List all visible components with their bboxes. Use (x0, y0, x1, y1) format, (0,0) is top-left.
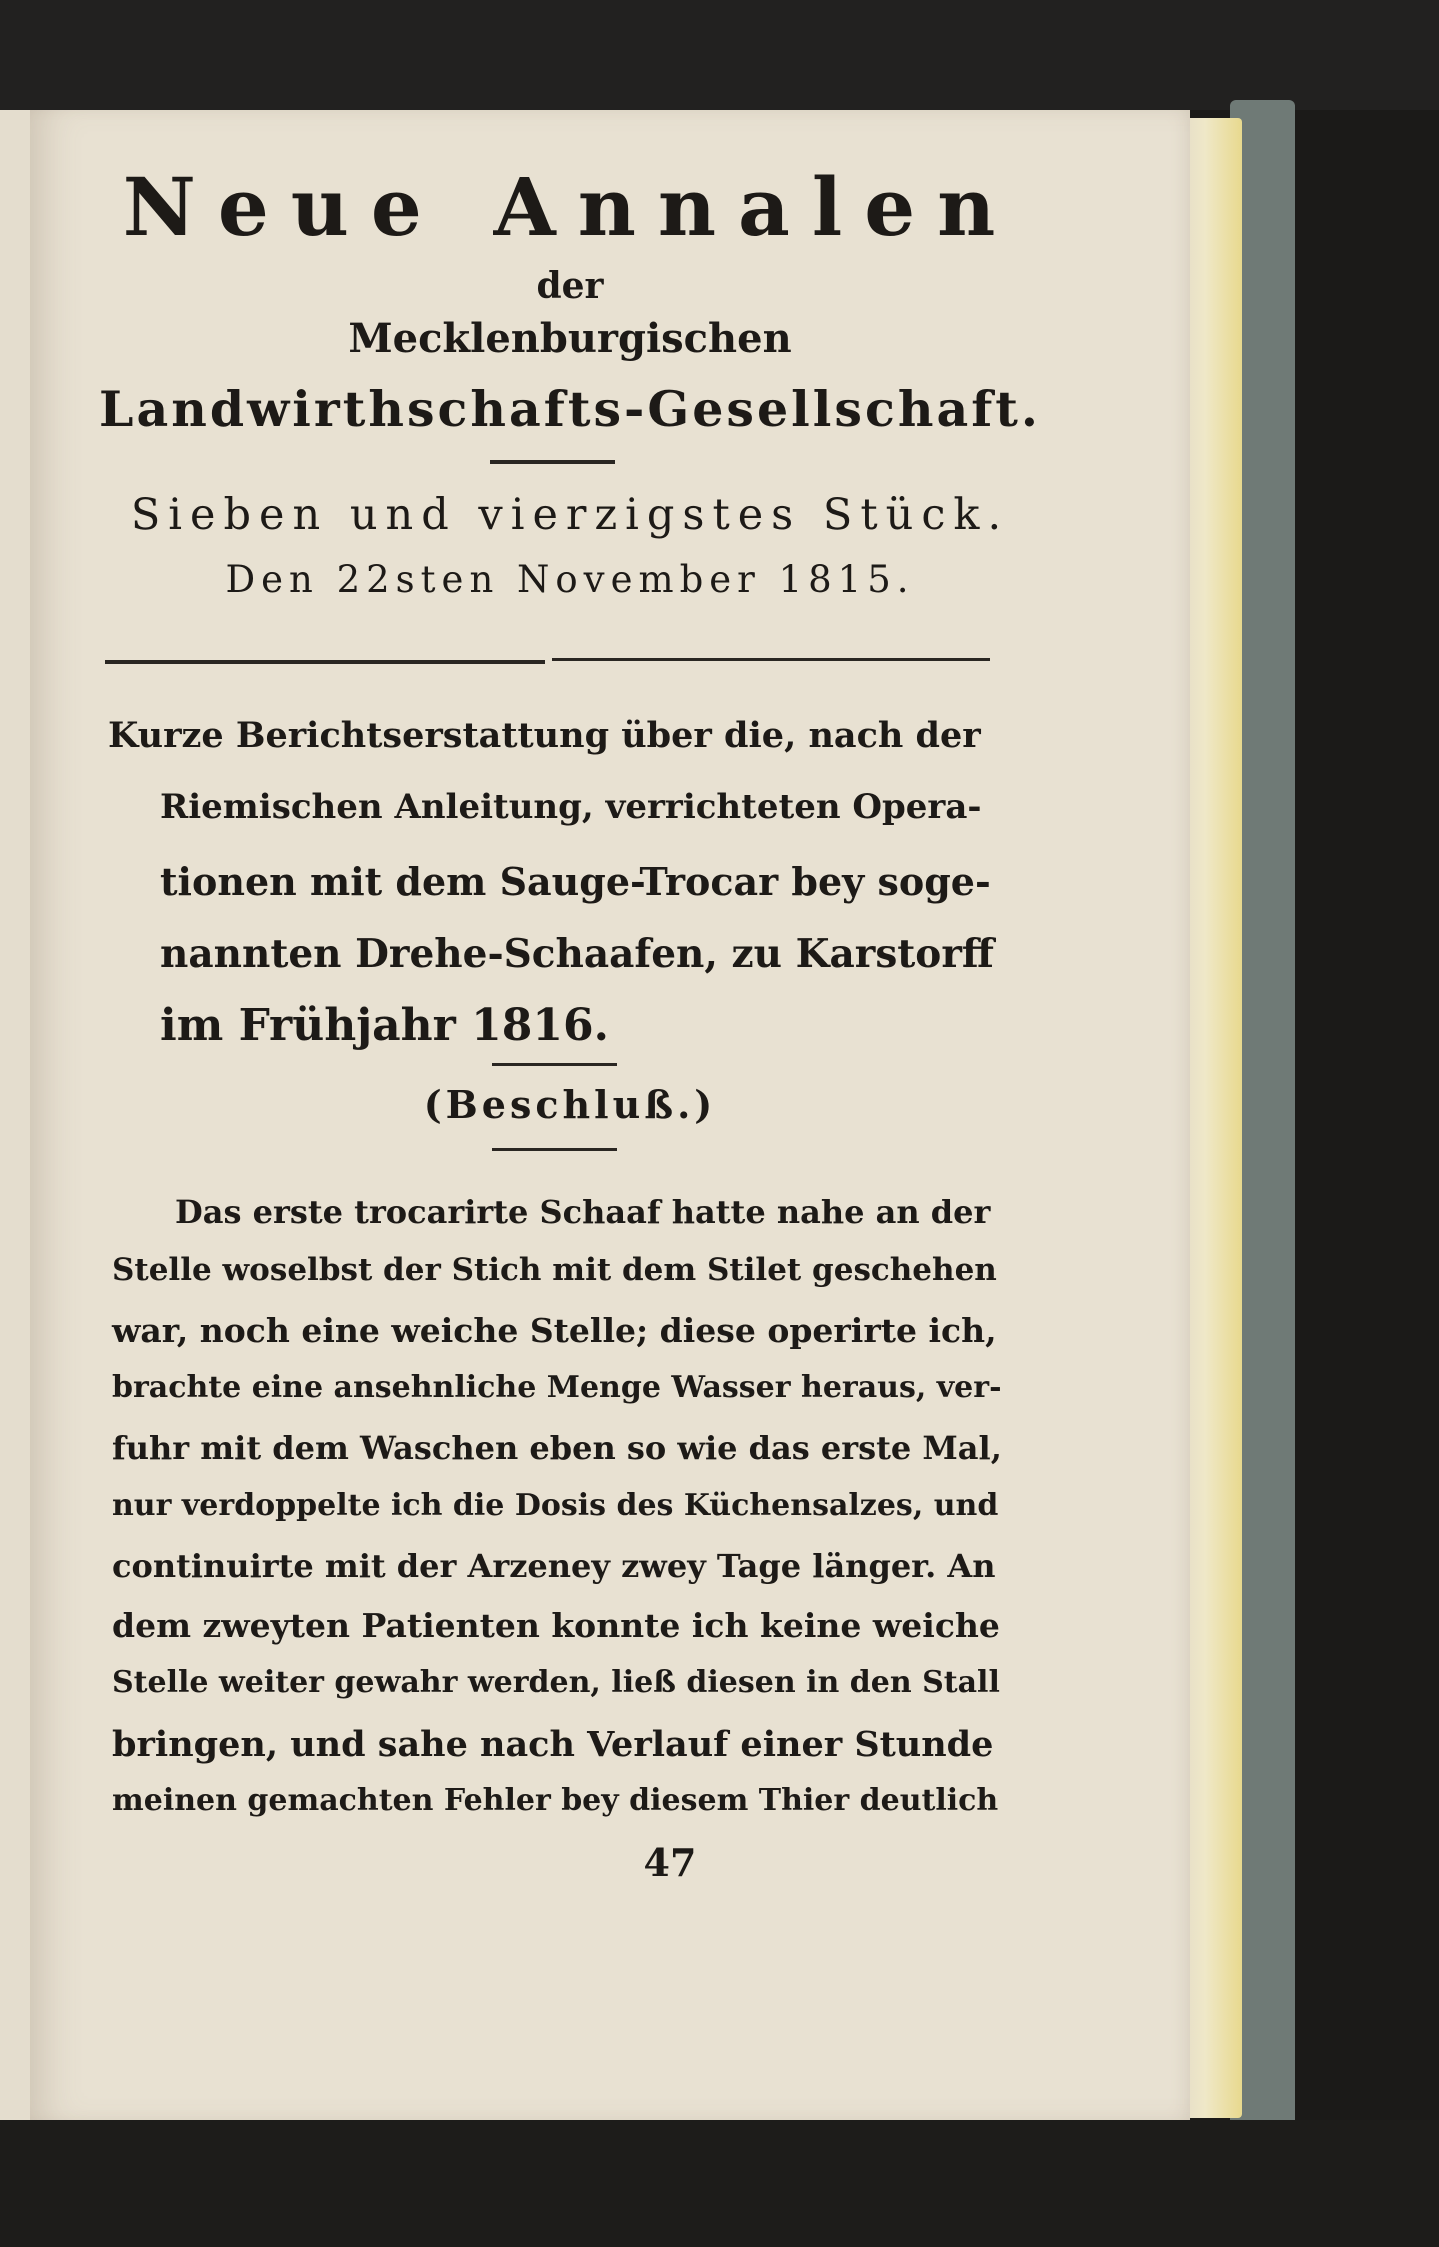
article-heading-line: Kurze Berichtserstattung über die, nach der (108, 715, 981, 756)
page-number: 47 (643, 1840, 697, 1885)
body-text-line: Stelle woselbst der Stich mit dem Stilet geschehen (112, 1252, 997, 1288)
book-cover-bottom (0, 2120, 1439, 2247)
body-text-line: Das erste trocarirte Schaaf hatte nahe an der (175, 1193, 991, 1231)
body-text-line: dem zweyten Patienten konnte ich keine weiche (112, 1606, 1000, 1645)
section-rule (492, 1148, 617, 1151)
book-cover-top (0, 0, 1439, 110)
header-double-rule-left (105, 660, 545, 664)
journal-subtitle-society: Landwirthschafts-Gesellschaft. (99, 380, 1041, 438)
body-text-line: nur verdoppelte ich die Dosis des Küchensalzes, und (112, 1488, 999, 1523)
body-text-line: war, noch eine weiche Stelle; diese operirte ich, (112, 1311, 997, 1350)
issue-date: Den 22sten November 1815. (225, 558, 915, 601)
article-heading-line: nannten Drehe-Schaafen, zu Karstorff (160, 931, 994, 977)
heading-rule (492, 1063, 617, 1066)
body-text-line: continuirte mit der Arzeney zwey Tage länger. An (112, 1547, 996, 1585)
body-text-line: meinen gemachten Fehler bey diesem Thier deutlich (112, 1783, 999, 1818)
header-double-rule-right (552, 658, 990, 661)
article-heading-line: tionen mit dem Sauge-Trocar bey soge- (160, 859, 991, 904)
article-heading-line: im Frühjahr 1816. (160, 1000, 609, 1051)
body-text-line: Stelle weiter gewahr werden, ließ diesen in den Stall (112, 1665, 1000, 1700)
body-text-line: brachte eine ansehnliche Menge Wasser heraus, ver- (112, 1370, 1002, 1405)
journal-subtitle-mecklenburg: Mecklenburgischen (348, 315, 792, 362)
journal-title: Neue Annalen (122, 160, 1018, 254)
issue-number: Sieben und vierzigstes Stück. (130, 490, 1010, 540)
title-rule (490, 460, 615, 464)
article-heading-line: Riemischen Anleitung, verrichteten Opera- (160, 787, 982, 827)
section-label: (Beschluß.) (423, 1082, 717, 1127)
body-text-line: bringen, und sahe nach Verlauf einer Stunde (112, 1724, 994, 1765)
body-text-line: fuhr mit dem Waschen eben so wie das erste Mal, (112, 1429, 1002, 1467)
journal-subtitle-der: der (536, 265, 604, 307)
